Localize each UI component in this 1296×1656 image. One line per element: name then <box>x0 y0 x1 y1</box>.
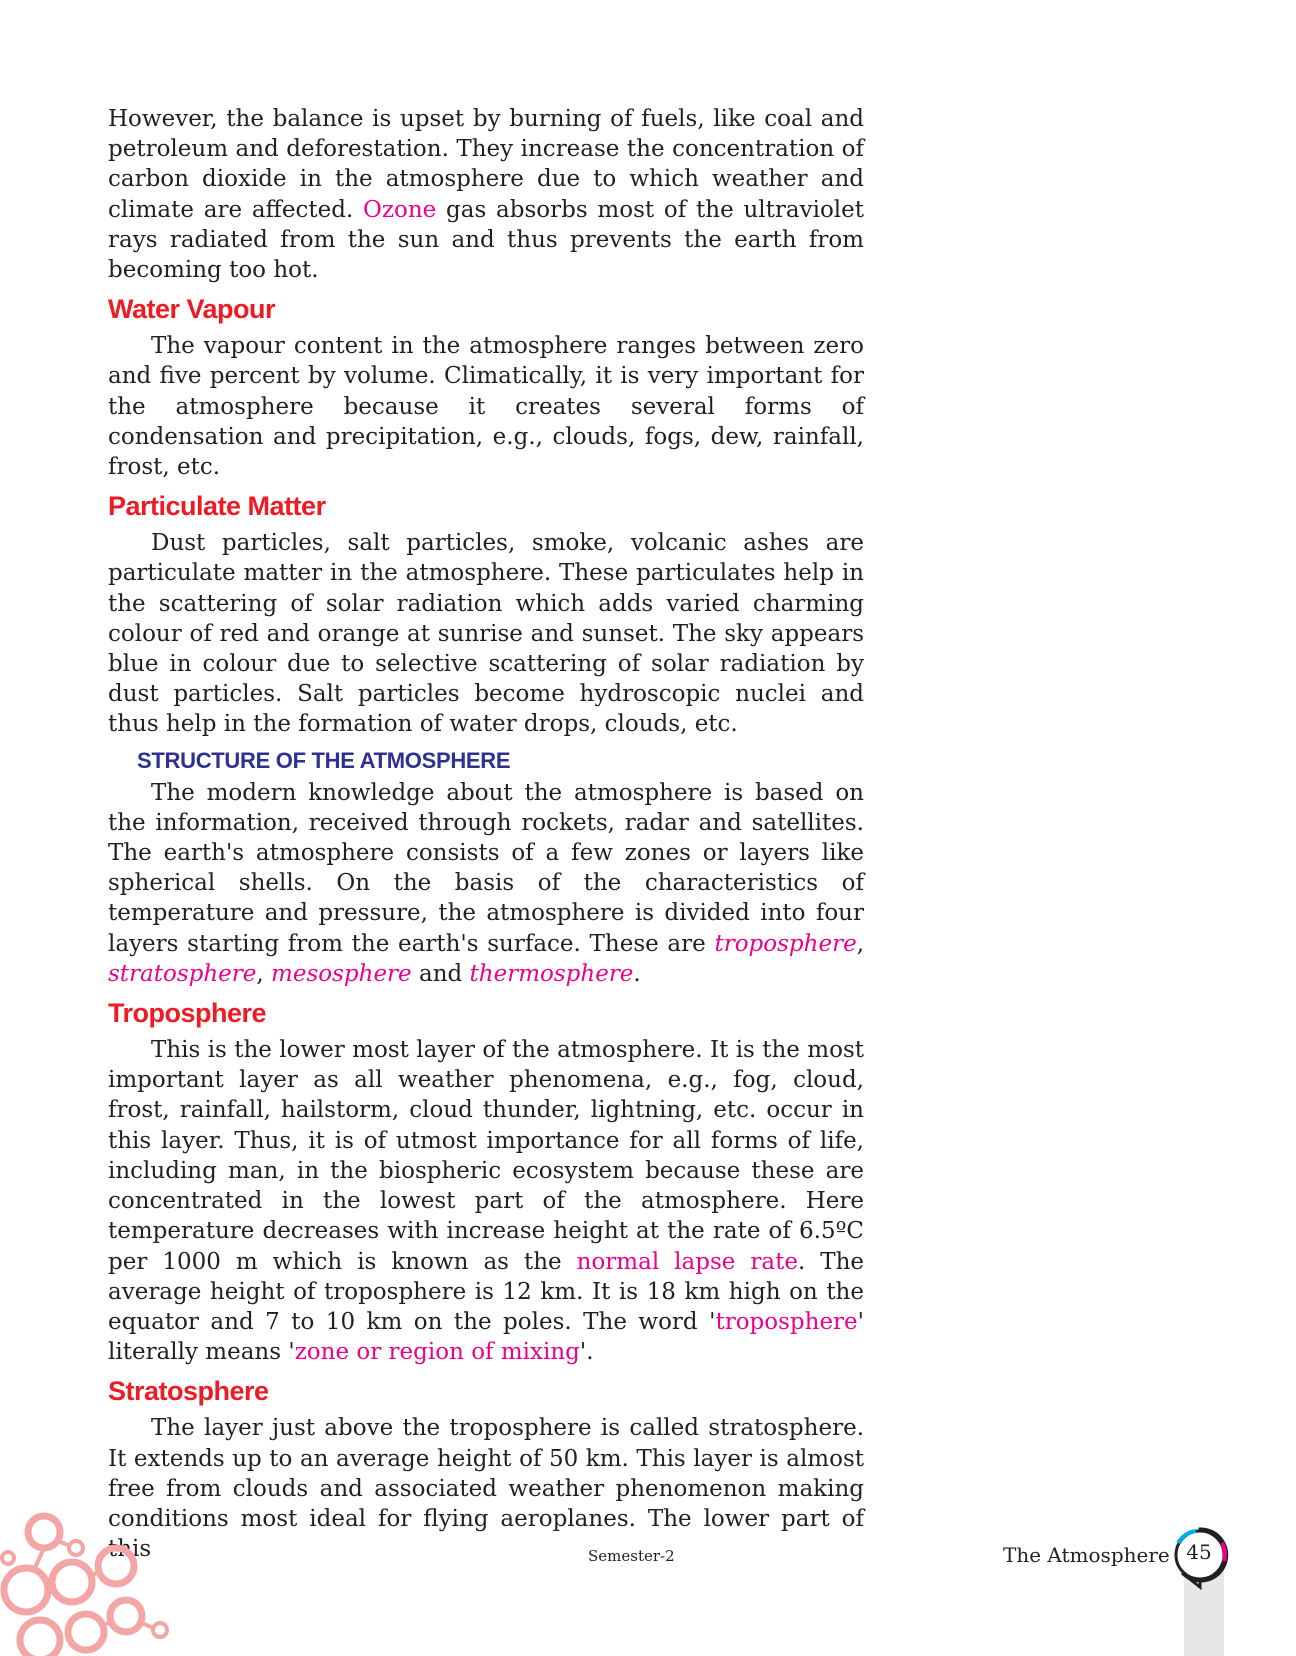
troposphere-paragraph: This is the lower most layer of the atmosphere. It is the most important layer as all weather phenomena, e.g., fog, cloud, frost, rainfall, hailstorm, cloud thunder, lightning, etc. occur in this layer. Thus, it is of utmost importance for all forms of life, including man, in the biospheric ecosystem because these are concentrated in the lowest part of the atmosphere. Here temperature decreases with increase height at the rate of 6.5ºC per 1000 m which is known as the normal lapse rate. The average height of troposphere is 12 km. It is 18 km high on the equator and 7 to 10 km on the poles. The word 'troposphere' literally means 'zone or region of mixing'. <box>108 1037 865 1366</box>
mesosphere-keyword: mesosphere <box>271 960 412 987</box>
water-vapour-paragraph: The vapour content in the atmosphere ranges between zero and five percent by volume. Climatically, it is very important for the atmosphere because it creates several forms of condensation and precipitation, e.g., clouds, fogs, dew, rainfall, frost, etc. <box>108 333 864 481</box>
main-text-column <box>108 104 864 1564</box>
particulate-matter-heading: Particulate Matter <box>108 491 326 522</box>
stratosphere-paragraph: The layer just above the troposphere is called stratosphere. It extends up to an average height of 50 km. This layer is almost free from clouds and associated weather phenomenon making conditions most ideal for flying aeroplanes. The lower part of this <box>108 1415 864 1563</box>
troposphere-heading: Troposphere <box>108 998 267 1029</box>
semester-label: Semester-2 <box>588 1547 675 1565</box>
zone-of-mixing-keyword: zone or region of mixing <box>294 1339 580 1366</box>
decorative-bubbles-icon <box>0 1500 180 1656</box>
structure-paragraph: The modern knowledge about the atmosphere is based on the information, received through rockets, radar and satellites. The earth's atmosphere consists of a few zones or layers like spherical shells. On the basis of the characteristics of temperature and pressure, the atmosphere is divided into four layers starting from the earth's surface. These are troposphere, stratosphere, mesosphere and thermosphere. <box>108 779 864 987</box>
water-vapour-heading: Water Vapour <box>108 294 276 325</box>
normal-lapse-rate-keyword: normal lapse rate <box>576 1248 798 1275</box>
page-number: 45 <box>1186 1540 1212 1564</box>
stratosphere-heading: Stratosphere <box>108 1376 269 1407</box>
stratosphere-keyword: stratosphere <box>108 960 257 987</box>
structure-heading: STRUCTURE OF THE ATMOSPHERE <box>137 747 511 773</box>
intro-paragraph: However, the balance is upset by burning of fuels, like coal and petroleum and deforestation. They increase the concentration of carbon dioxide in the atmosphere due to which weather and climate are affected. Ozone gas absorbs most of the ultraviolet rays radiated from the sun and thus prevents the earth from becoming too hot. <box>108 106 864 284</box>
ozone-keyword: Ozone <box>363 196 437 223</box>
chapter-title: The Atmosphere <box>1003 1543 1170 1567</box>
troposphere-term-keyword: troposphere <box>715 1308 858 1335</box>
thermosphere-keyword: thermosphere <box>469 960 634 987</box>
troposphere-keyword: troposphere <box>714 930 857 957</box>
particulate-matter-paragraph: Dust particles, salt particles, smoke, volcanic ashes are particulate matter in the atmosphere. These particulates help in the scattering of solar radiation which adds varied charming colour of red and orange at sunrise and sunset. The sky appears blue in colour due to selective scattering of solar radiation by dust particles. Salt particles become hydroscopic nuclei and thus help in the formation of water drops, clouds, etc. <box>108 530 864 738</box>
